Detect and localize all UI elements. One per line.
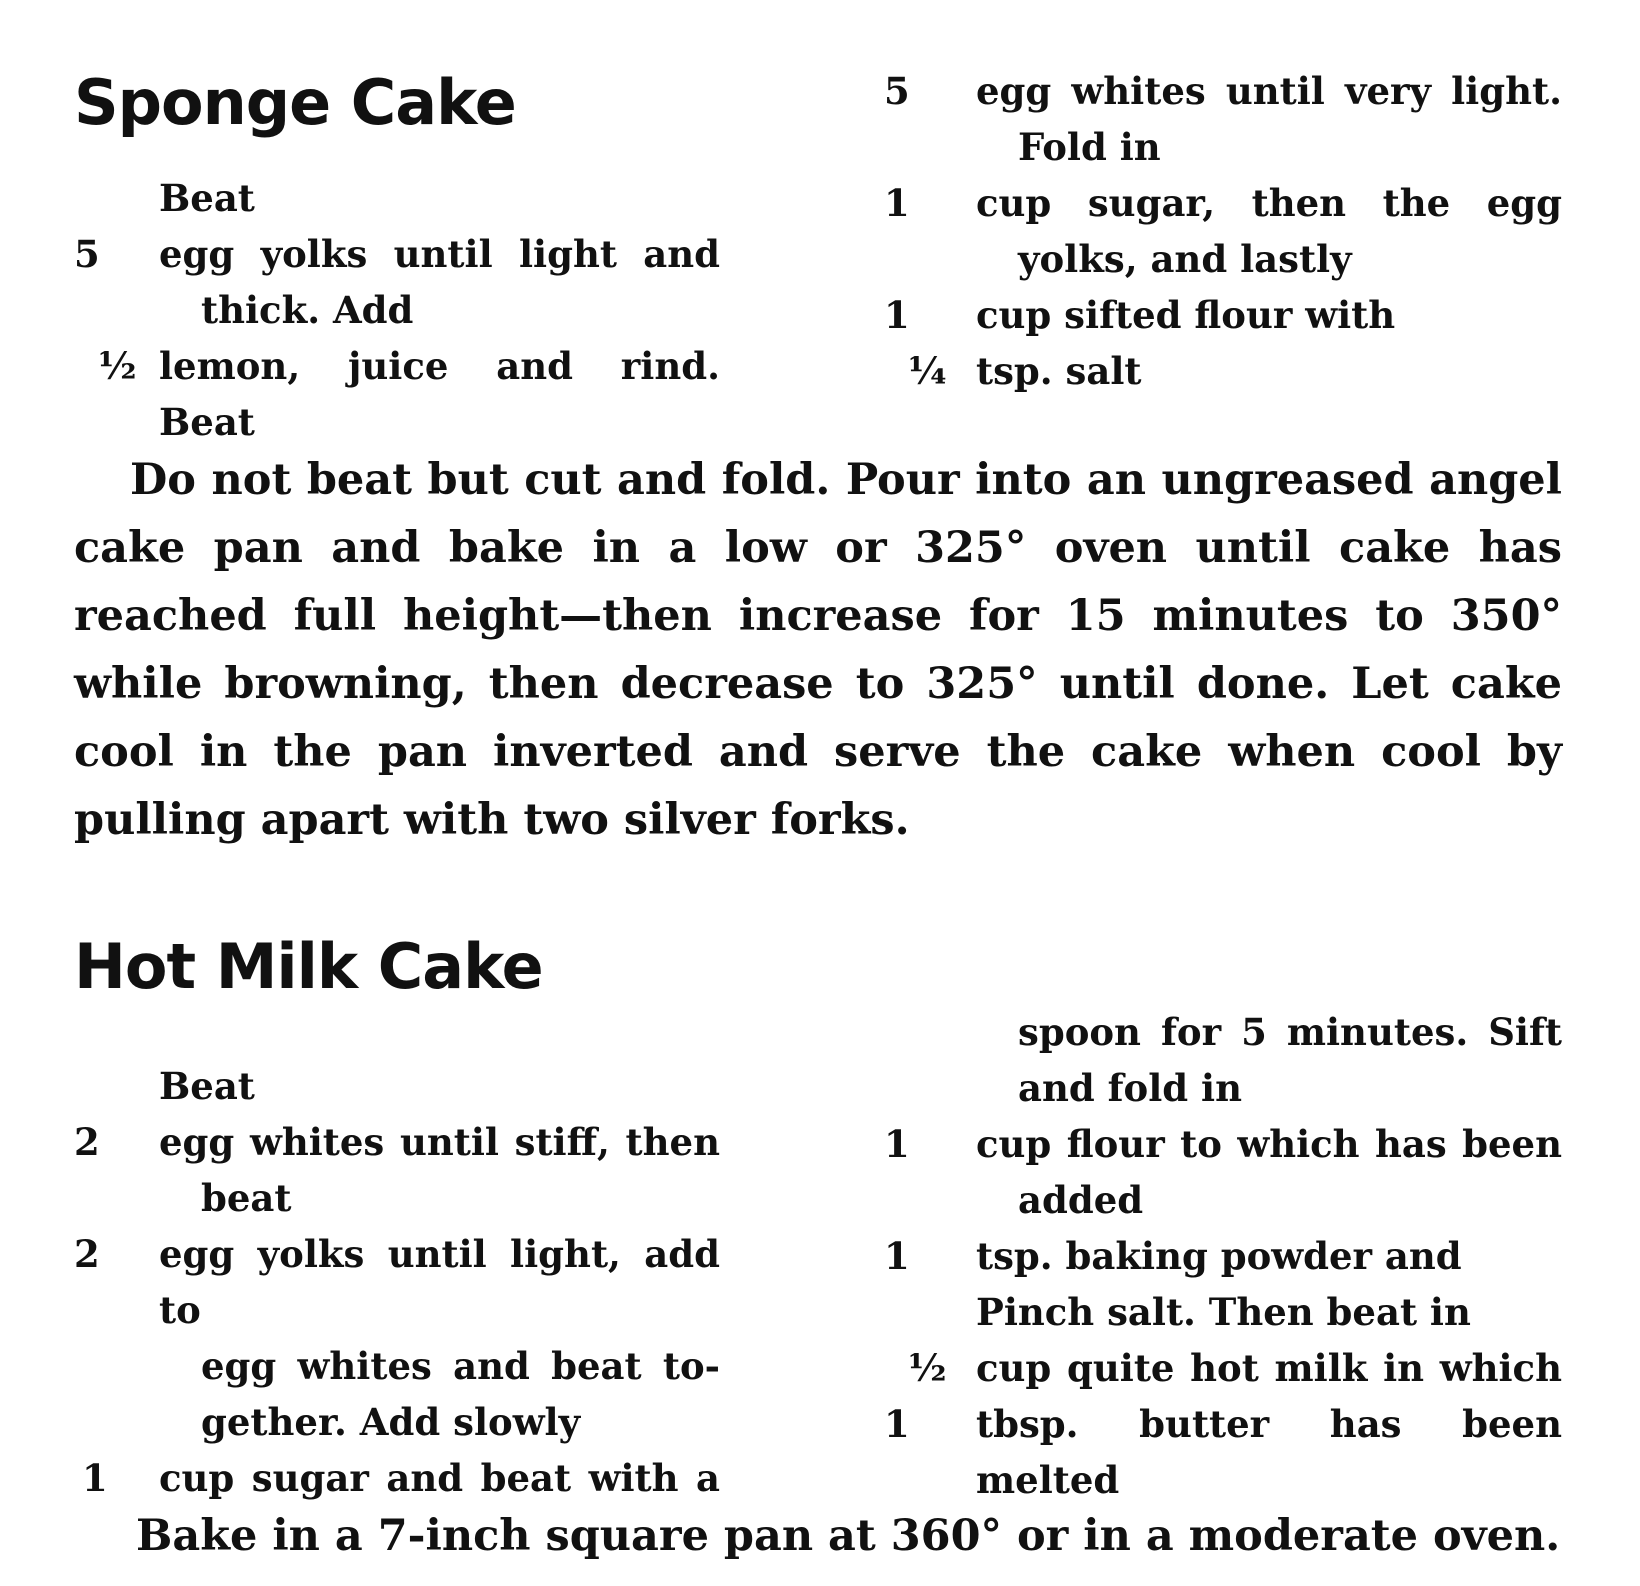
ingredient-text: tsp. salt	[976, 349, 1142, 393]
ingredient-continuation: gether. Add slowly	[201, 1400, 581, 1444]
ingredient-text: cup flour to which has been	[976, 1122, 1562, 1166]
ingredient-line	[74, 338, 720, 450]
ingredient-quantity: 5	[74, 232, 100, 276]
ingredients-left-column	[74, 1058, 720, 1506]
recipe-title-sponge-cake: Sponge Cake	[74, 66, 516, 139]
ingredient-line	[74, 1226, 720, 1450]
ingredient-text: egg yolks until light and	[159, 232, 720, 276]
ingredients-left-column	[74, 170, 720, 450]
ingredient-text: tsp. baking powder and	[976, 1234, 1462, 1278]
ingredient-continuation: Fold in	[1018, 125, 1161, 169]
ingredient-text: cup sifted flour with	[976, 293, 1396, 337]
ingredient-continuation: Pinch salt. Then beat in	[976, 1290, 1471, 1334]
recipe-method-hot-milk-cake: Bake in a 7-inch square pan at 360° or in a moderate oven.	[136, 1511, 1561, 1561]
ingredient-text: tbsp. butter has been melted	[976, 1402, 1562, 1502]
ingredient-continuation: and fold in	[1018, 1066, 1242, 1110]
ingredient-line	[74, 1450, 720, 1506]
ingredient-continuation: yolks, and lastly	[1018, 237, 1352, 281]
ingredient-quantity: 1	[884, 1234, 910, 1278]
ingredient-line	[884, 1228, 1562, 1340]
ingredient-text: cup sugar, then the egg	[976, 181, 1562, 225]
ingredient-quantity: 1	[884, 181, 910, 225]
ingredient-line	[884, 175, 1562, 287]
ingredient-continuation: beat	[201, 1176, 292, 1220]
ingredient-line	[884, 1396, 1562, 1508]
ingredient-text: Beat	[159, 176, 255, 220]
ingredient-line	[884, 287, 1562, 343]
ingredient-text: Beat	[159, 1064, 255, 1108]
recipe-title-hot-milk-cake: Hot Milk Cake	[74, 930, 543, 1003]
ingredient-quantity: 1	[884, 1402, 910, 1446]
ingredient-continuation: added	[1018, 1178, 1144, 1222]
ingredient-line	[74, 1058, 720, 1114]
ingredient-quantity: 1	[82, 1456, 108, 1500]
ingredient-quantity: ¼	[908, 349, 947, 393]
ingredient-line	[74, 1114, 720, 1226]
recipe-method-sponge-cake: Do not beat but cut and fold. Pour into an ungreased angel cake pan and bake in a low or 325° oven until cake has reached full height—then increase for 15 minutes to 350° while browning, then decrease to 325° until done. Let cake cool in the pan inverted and serve the cake when cool by pulling apart with two silver forks.	[74, 455, 1562, 845]
ingredient-quantity: 1	[884, 293, 910, 337]
ingredient-line	[884, 343, 1562, 399]
ingredient-text: egg yolks until light, add to	[159, 1232, 720, 1332]
ingredient-quantity: 1	[884, 1122, 910, 1166]
ingredient-text: spoon for 5 minutes. Sift	[1018, 1010, 1562, 1054]
ingredient-line	[884, 1116, 1562, 1228]
ingredient-text: egg whites until stiff, then	[159, 1120, 720, 1164]
ingredient-line	[884, 1004, 1562, 1116]
ingredient-line	[74, 226, 720, 338]
ingredient-continuation: thick. Add	[201, 288, 414, 332]
ingredients-right-column	[884, 1004, 1562, 1508]
ingredients-right-column	[884, 63, 1562, 399]
ingredient-text: cup sugar and beat with a	[159, 1456, 720, 1500]
ingredient-text: egg whites until very light.	[976, 69, 1562, 113]
ingredient-quantity: 2	[74, 1232, 100, 1276]
ingredient-line	[884, 63, 1562, 175]
ingredient-quantity: ½	[908, 1346, 947, 1390]
ingredient-continuation: egg whites and beat to-	[201, 1344, 720, 1388]
ingredient-line	[884, 1340, 1562, 1396]
ingredient-text: lemon, juice and rind. Beat	[159, 344, 720, 444]
ingredient-text: cup quite hot milk in which	[976, 1346, 1562, 1390]
ingredient-line	[74, 170, 720, 226]
ingredient-quantity: 2	[74, 1120, 100, 1164]
ingredient-quantity: ½	[98, 344, 137, 388]
ingredient-quantity: 5	[884, 69, 910, 113]
